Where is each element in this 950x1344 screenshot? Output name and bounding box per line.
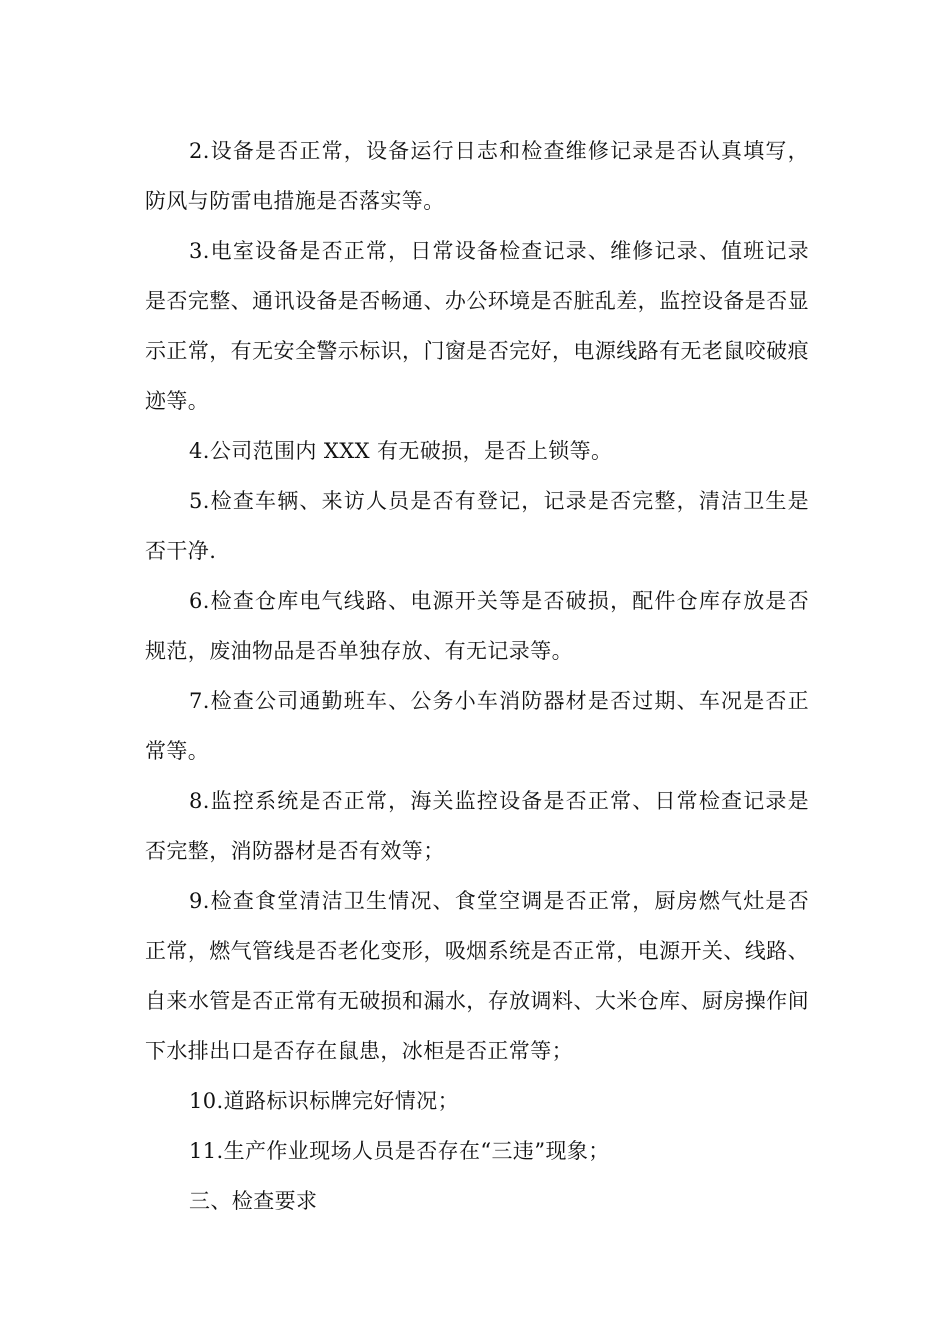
paragraph-item-8: 8.监控系统是否正常，海关监控设备是否正常、日常检查记录是否完整，消防器材是否有效等；: [145, 789, 809, 863]
paragraph-item-4: 4.公司范围内 XXX 有无破损，是否上锁等。: [189, 439, 613, 463]
paragraph-item-6: 6.检查仓库电气线路、电源开关等是否破损，配件仓库存放是否规范，废油物品是否单独存放、有无记录等。: [145, 589, 809, 663]
paragraph-item-7: 7.检查公司通勤班车、公务小车消防器材是否过期、车况是否正常等。: [145, 689, 809, 763]
paragraph-item-2: 2.设备是否正常，设备运行日志和检查维修记录是否认真填写，防风与防雷电措施是否落实等。: [145, 139, 809, 213]
section-heading: 三、检查要求: [189, 1189, 318, 1213]
paragraph-item-11: 11.生产作业现场人员是否存在“三违”现象；: [189, 1139, 610, 1163]
paragraph-item-9: 9.检查食堂清洁卫生情况、食堂空调是否正常，厨房燃气灶是否正常，燃气管线是否老化变形，吸烟系统是否正常，电源开关、线路、自来水管是否正常有无破损和漏水，存放调料、大米仓库、厨房操作间下水排出口是否存在鼠患，冰柜是否正常等；: [145, 889, 809, 1063]
paragraph-item-3: 3.电室设备是否正常，日常设备检查记录、维修记录、值班记录是否完整、通讯设备是否畅通、办公环境是否脏乱差，监控设备是否显示正常，有无安全警示标识，门窗是否完好，电源线路有无老鼠咬破痕迹等。: [145, 239, 809, 413]
paragraph-item-5: 5.检查车辆、来访人员是否有登记，记录是否完整，清洁卫生是否干净.: [145, 489, 809, 563]
document-body: [145, 126, 809, 1226]
paragraph-item-10: 10.道路标识标牌完好情况；: [189, 1089, 459, 1113]
